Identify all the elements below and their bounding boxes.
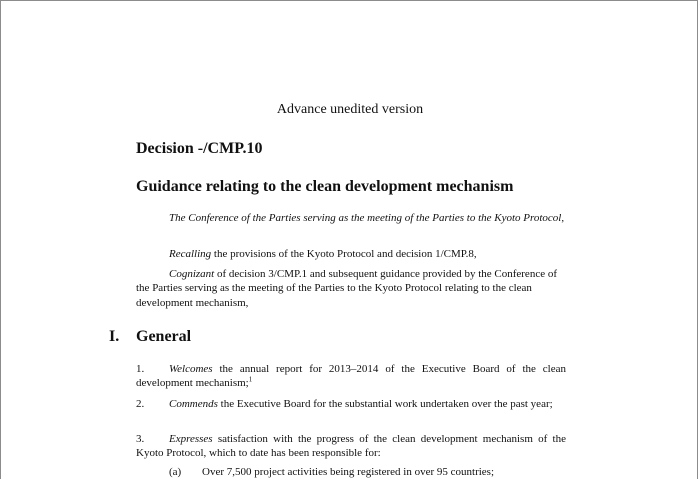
paragraph-number: 2.: [136, 398, 145, 410]
paragraph-lead: Welcomes: [169, 363, 213, 375]
preamble-text: the provisions of the Kyoto Protocol and decision 1/CMP.8,: [211, 248, 477, 260]
decision-number: Decision -/CMP.10: [136, 140, 263, 157]
preamble-paragraph: [136, 211, 566, 225]
sub-item-label: (a): [169, 466, 182, 478]
preamble-text: of decision 3/CMP.1 and subsequent guidance provided by the Conference of the Parties serving as the meeting of the Parties to the Kyoto Protocol relating to the clean development mechanism,: [136, 268, 557, 309]
paragraph-text: the annual report for 2013–2014 of the Executive Board of the clean development mechanism;: [136, 363, 566, 390]
preamble-paragraph: [136, 267, 566, 310]
numbered-paragraph: [136, 432, 566, 461]
section-title: General: [136, 328, 192, 345]
decision-title: Guidance relating to the clean development mechanism: [136, 178, 514, 195]
preamble-lead: The Conference of the Parties serving as the meeting of the Parties to the Kyoto Protocol: [169, 212, 562, 224]
footnote-marker: 1: [248, 375, 253, 384]
document-status: Advance unedited version: [276, 102, 424, 117]
paragraph-lead: Commends: [169, 398, 218, 410]
paragraph-number: 3.: [136, 433, 145, 445]
preamble-lead: Cognizant: [169, 268, 215, 280]
paragraph-text: satisfaction with the progress of the clean development mechanism of the Kyoto Protocol, which to date has been responsible for:: [136, 433, 566, 460]
paragraph-lead: Expresses: [169, 433, 213, 445]
preamble-lead: Recalling: [169, 248, 212, 260]
preamble-paragraph: [136, 247, 566, 261]
paragraph-number: 1.: [136, 363, 145, 375]
numbered-paragraph: [136, 397, 566, 411]
sub-item-text: Over 7,500 project activities being registered in over 95 countries;: [202, 466, 495, 478]
section-number: I.: [109, 328, 120, 345]
preamble-text: ,: [561, 212, 565, 224]
paragraph-text: the Executive Board for the substantial work undertaken over the past year;: [217, 398, 553, 410]
sub-item: [169, 466, 494, 478]
numbered-paragraph: [136, 362, 566, 391]
